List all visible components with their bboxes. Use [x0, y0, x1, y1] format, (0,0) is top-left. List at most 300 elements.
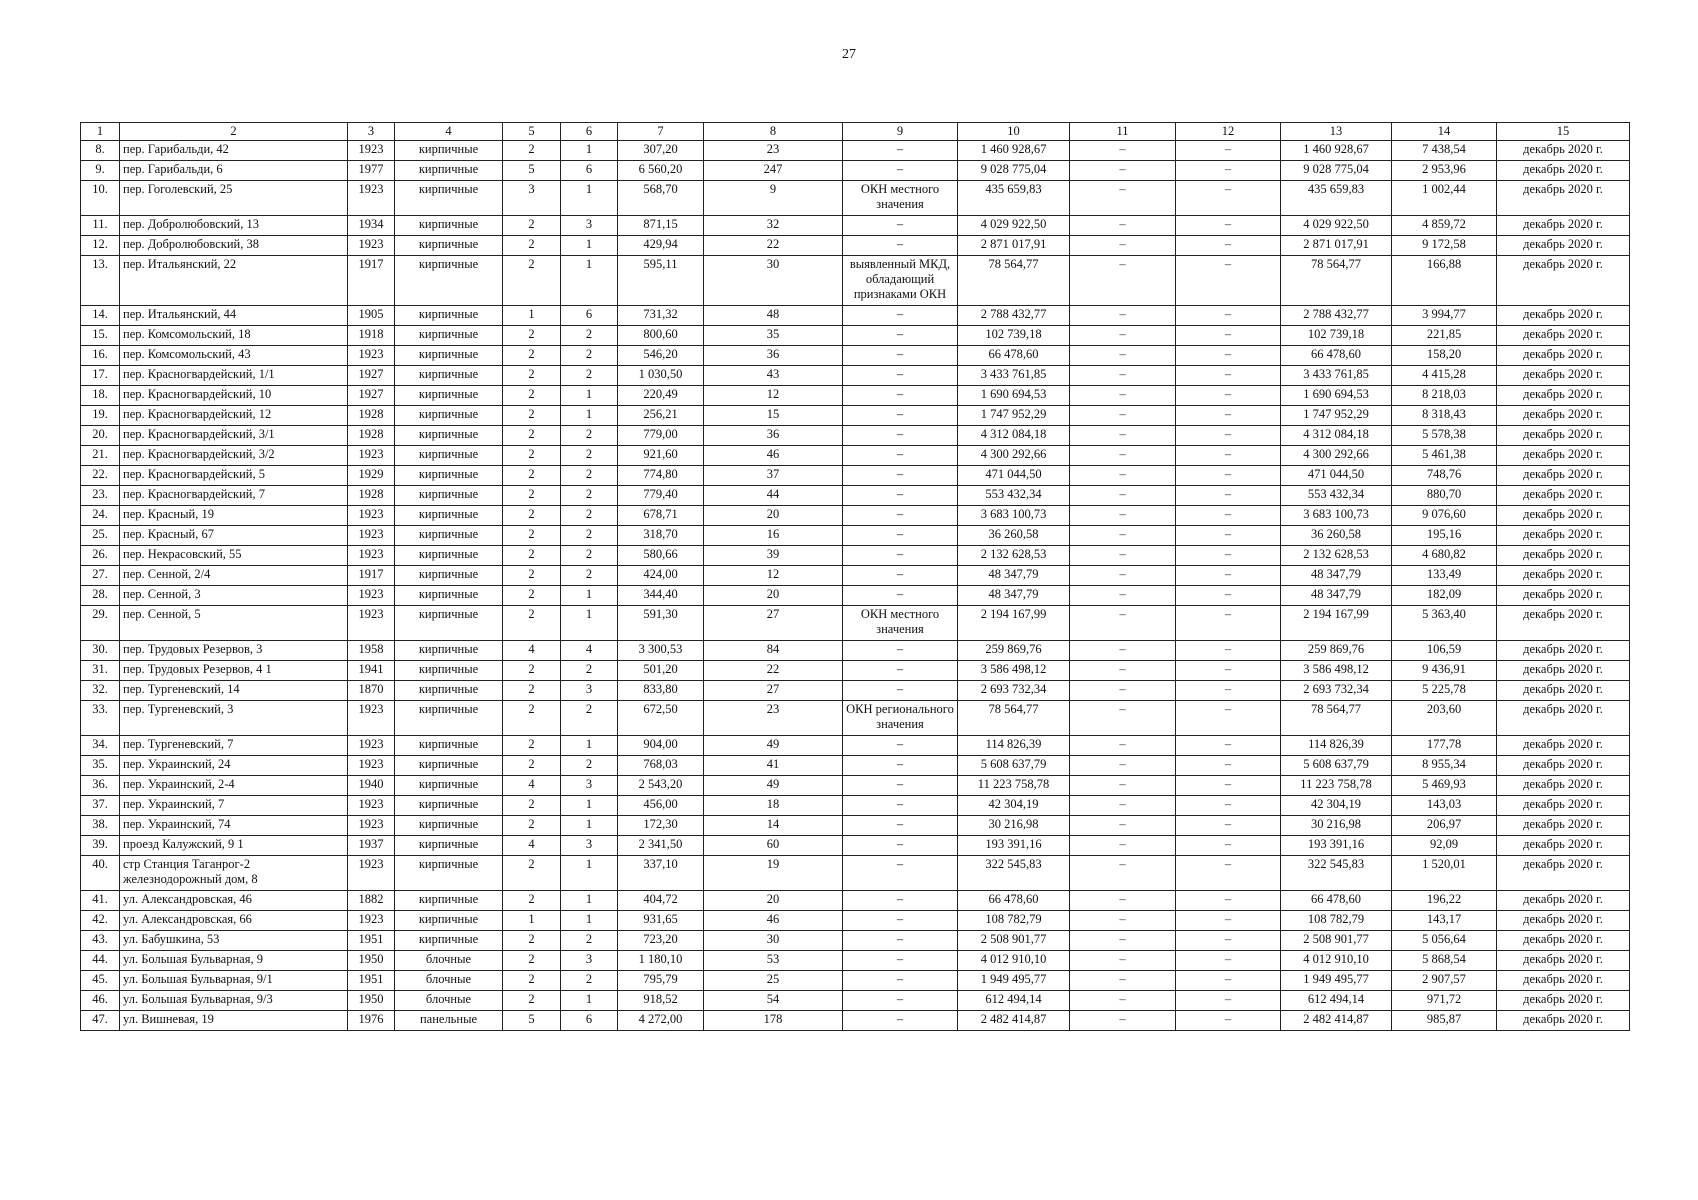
- area-cell: 2 543,20: [618, 776, 704, 796]
- residents-count-cell: 32: [704, 216, 843, 236]
- entrances-count-cell: 2: [561, 346, 618, 366]
- address-cell: ул. Большая Бульварная, 9/3: [120, 991, 348, 1011]
- cost-col-12-cell: –: [1176, 486, 1281, 506]
- area-cell: 779,40: [618, 486, 704, 506]
- cost-col-13-cell: 4 012 910,10: [1281, 951, 1392, 971]
- cost-per-sqm-cell: 195,16: [1392, 526, 1497, 546]
- cost-col-12-cell: –: [1176, 836, 1281, 856]
- cost-per-sqm-cell: 5 363,40: [1392, 606, 1497, 641]
- area-cell: 779,00: [618, 426, 704, 446]
- completion-date-cell: декабрь 2020 г.: [1497, 566, 1630, 586]
- wall-material-cell: кирпичные: [395, 586, 503, 606]
- entrances-count-cell: 1: [561, 911, 618, 931]
- cost-col-12-cell: –: [1176, 506, 1281, 526]
- cost-col-11-cell: –: [1070, 796, 1176, 816]
- wall-material-cell: кирпичные: [395, 681, 503, 701]
- year-built-cell: 1927: [348, 386, 395, 406]
- area-cell: 429,94: [618, 236, 704, 256]
- cost-per-sqm-cell: 133,49: [1392, 566, 1497, 586]
- floors-count-cell: 2: [503, 506, 561, 526]
- address-cell: пер. Украинский, 2-4: [120, 776, 348, 796]
- residents-count-cell: 27: [704, 606, 843, 641]
- wall-material-cell: блочные: [395, 971, 503, 991]
- total-cost-cell: 1 949 495,77: [958, 971, 1070, 991]
- cost-col-13-cell: 2 788 432,77: [1281, 306, 1392, 326]
- entrances-count-cell: 1: [561, 141, 618, 161]
- cost-col-13-cell: 2 693 732,34: [1281, 681, 1392, 701]
- address-cell: пер. Красногвардейский, 1/1: [120, 366, 348, 386]
- residents-count-cell: 30: [704, 931, 843, 951]
- address-cell: пер. Гоголевский, 25: [120, 181, 348, 216]
- wall-material-cell: кирпичные: [395, 386, 503, 406]
- row-number-cell: 36.: [81, 776, 120, 796]
- table-row: [81, 466, 1630, 486]
- cost-per-sqm-cell: 182,09: [1392, 586, 1497, 606]
- completion-date-cell: декабрь 2020 г.: [1497, 446, 1630, 466]
- column-number-2: 2: [120, 123, 348, 141]
- wall-material-cell: кирпичные: [395, 346, 503, 366]
- cost-col-11-cell: –: [1070, 326, 1176, 346]
- entrances-count-cell: 1: [561, 796, 618, 816]
- entrances-count-cell: 2: [561, 756, 618, 776]
- cost-col-12-cell: –: [1176, 406, 1281, 426]
- address-cell: пер. Тургеневский, 7: [120, 736, 348, 756]
- residents-count-cell: 37: [704, 466, 843, 486]
- residents-count-cell: 36: [704, 346, 843, 366]
- cost-col-12-cell: –: [1176, 991, 1281, 1011]
- total-cost-cell: 4 012 910,10: [958, 951, 1070, 971]
- cost-per-sqm-cell: 4 415,28: [1392, 366, 1497, 386]
- completion-date-cell: декабрь 2020 г.: [1497, 661, 1630, 681]
- cost-col-12-cell: –: [1176, 856, 1281, 891]
- area-cell: 256,21: [618, 406, 704, 426]
- entrances-count-cell: 3: [561, 951, 618, 971]
- row-number-cell: 26.: [81, 546, 120, 566]
- cost-per-sqm-cell: 7 438,54: [1392, 141, 1497, 161]
- heritage-status-cell: –: [843, 426, 958, 446]
- area-cell: 501,20: [618, 661, 704, 681]
- heritage-status-cell: –: [843, 776, 958, 796]
- wall-material-cell: кирпичные: [395, 216, 503, 236]
- total-cost-cell: 612 494,14: [958, 991, 1070, 1011]
- completion-date-cell: декабрь 2020 г.: [1497, 426, 1630, 446]
- entrances-count-cell: 2: [561, 931, 618, 951]
- completion-date-cell: декабрь 2020 г.: [1497, 991, 1630, 1011]
- column-number-1: 1: [81, 123, 120, 141]
- entrances-count-cell: 1: [561, 256, 618, 306]
- entrances-count-cell: 3: [561, 216, 618, 236]
- completion-date-cell: декабрь 2020 г.: [1497, 856, 1630, 891]
- cost-col-12-cell: –: [1176, 951, 1281, 971]
- cost-col-12-cell: –: [1176, 911, 1281, 931]
- year-built-cell: 1923: [348, 446, 395, 466]
- residents-count-cell: 20: [704, 506, 843, 526]
- row-number-cell: 37.: [81, 796, 120, 816]
- total-cost-cell: 48 347,79: [958, 586, 1070, 606]
- area-cell: 344,40: [618, 586, 704, 606]
- entrances-count-cell: 2: [561, 466, 618, 486]
- completion-date-cell: декабрь 2020 г.: [1497, 326, 1630, 346]
- total-cost-cell: 4 300 292,66: [958, 446, 1070, 466]
- wall-material-cell: кирпичные: [395, 181, 503, 216]
- completion-date-cell: декабрь 2020 г.: [1497, 796, 1630, 816]
- floors-count-cell: 2: [503, 366, 561, 386]
- floors-count-cell: 2: [503, 526, 561, 546]
- area-cell: 404,72: [618, 891, 704, 911]
- year-built-cell: 1950: [348, 951, 395, 971]
- residents-count-cell: 20: [704, 891, 843, 911]
- table-row: [81, 141, 1630, 161]
- wall-material-cell: кирпичные: [395, 161, 503, 181]
- wall-material-cell: кирпичные: [395, 796, 503, 816]
- cost-col-12-cell: –: [1176, 161, 1281, 181]
- address-cell: пер. Красногвардейский, 7: [120, 486, 348, 506]
- address-cell: пер. Добролюбовский, 13: [120, 216, 348, 236]
- completion-date-cell: декабрь 2020 г.: [1497, 736, 1630, 756]
- cost-col-11-cell: –: [1070, 951, 1176, 971]
- completion-date-cell: декабрь 2020 г.: [1497, 951, 1630, 971]
- floors-count-cell: 2: [503, 701, 561, 736]
- wall-material-cell: кирпичные: [395, 486, 503, 506]
- entrances-count-cell: 1: [561, 991, 618, 1011]
- floors-count-cell: 2: [503, 931, 561, 951]
- cost-per-sqm-cell: 92,09: [1392, 836, 1497, 856]
- residents-count-cell: 12: [704, 386, 843, 406]
- entrances-count-cell: 2: [561, 526, 618, 546]
- cost-per-sqm-cell: 166,88: [1392, 256, 1497, 306]
- area-cell: 833,80: [618, 681, 704, 701]
- cost-col-11-cell: –: [1070, 856, 1176, 891]
- row-number-cell: 38.: [81, 816, 120, 836]
- cost-col-13-cell: 66 478,60: [1281, 891, 1392, 911]
- wall-material-cell: кирпичные: [395, 836, 503, 856]
- heritage-status-cell: –: [843, 971, 958, 991]
- heritage-status-cell: –: [843, 661, 958, 681]
- wall-material-cell: кирпичные: [395, 141, 503, 161]
- floors-count-cell: 4: [503, 641, 561, 661]
- cost-per-sqm-cell: 8 218,03: [1392, 386, 1497, 406]
- heritage-status-cell: –: [843, 951, 958, 971]
- completion-date-cell: декабрь 2020 г.: [1497, 836, 1630, 856]
- area-cell: 871,15: [618, 216, 704, 236]
- heritage-status-cell: –: [843, 216, 958, 236]
- floors-count-cell: 4: [503, 836, 561, 856]
- row-number-cell: 30.: [81, 641, 120, 661]
- completion-date-cell: декабрь 2020 г.: [1497, 506, 1630, 526]
- completion-date-cell: декабрь 2020 г.: [1497, 236, 1630, 256]
- floors-count-cell: 2: [503, 586, 561, 606]
- cost-per-sqm-cell: 158,20: [1392, 346, 1497, 366]
- year-built-cell: 1923: [348, 546, 395, 566]
- row-number-cell: 15.: [81, 326, 120, 346]
- year-built-cell: 1923: [348, 701, 395, 736]
- entrances-count-cell: 1: [561, 586, 618, 606]
- entrances-count-cell: 1: [561, 606, 618, 641]
- cost-per-sqm-cell: 971,72: [1392, 991, 1497, 1011]
- cost-col-12-cell: –: [1176, 681, 1281, 701]
- year-built-cell: 1923: [348, 606, 395, 641]
- cost-per-sqm-cell: 1 002,44: [1392, 181, 1497, 216]
- address-cell: пер. Красногвардейский, 5: [120, 466, 348, 486]
- wall-material-cell: кирпичные: [395, 661, 503, 681]
- floors-count-cell: 2: [503, 386, 561, 406]
- table-row: [81, 181, 1630, 216]
- completion-date-cell: декабрь 2020 г.: [1497, 486, 1630, 506]
- residents-count-cell: 49: [704, 776, 843, 796]
- year-built-cell: 1951: [348, 931, 395, 951]
- year-built-cell: 1927: [348, 366, 395, 386]
- completion-date-cell: декабрь 2020 г.: [1497, 346, 1630, 366]
- total-cost-cell: 2 508 901,77: [958, 931, 1070, 951]
- completion-date-cell: декабрь 2020 г.: [1497, 1011, 1630, 1031]
- area-cell: 2 341,50: [618, 836, 704, 856]
- heritage-status-cell: –: [843, 991, 958, 1011]
- cost-col-12-cell: –: [1176, 141, 1281, 161]
- address-cell: пер. Сенной, 2/4: [120, 566, 348, 586]
- row-number-cell: 33.: [81, 701, 120, 736]
- completion-date-cell: декабрь 2020 г.: [1497, 546, 1630, 566]
- heritage-status-cell: –: [843, 466, 958, 486]
- completion-date-cell: декабрь 2020 г.: [1497, 776, 1630, 796]
- heritage-status-cell: –: [843, 306, 958, 326]
- column-number-5: 5: [503, 123, 561, 141]
- year-built-cell: 1977: [348, 161, 395, 181]
- cost-col-11-cell: –: [1070, 566, 1176, 586]
- year-built-cell: 1928: [348, 486, 395, 506]
- address-cell: пер. Гарибальди, 6: [120, 161, 348, 181]
- wall-material-cell: кирпичные: [395, 366, 503, 386]
- entrances-count-cell: 1: [561, 181, 618, 216]
- cost-col-12-cell: –: [1176, 776, 1281, 796]
- cost-per-sqm-cell: 177,78: [1392, 736, 1497, 756]
- floors-count-cell: 2: [503, 991, 561, 1011]
- cost-col-13-cell: 2 871 017,91: [1281, 236, 1392, 256]
- completion-date-cell: декабрь 2020 г.: [1497, 816, 1630, 836]
- area-cell: 921,60: [618, 446, 704, 466]
- cost-col-12-cell: –: [1176, 216, 1281, 236]
- year-built-cell: 1934: [348, 216, 395, 236]
- column-number-8: 8: [704, 123, 843, 141]
- residents-count-cell: 39: [704, 546, 843, 566]
- floors-count-cell: 2: [503, 546, 561, 566]
- residents-count-cell: 178: [704, 1011, 843, 1031]
- address-cell: пер. Итальянский, 22: [120, 256, 348, 306]
- row-number-cell: 14.: [81, 306, 120, 326]
- year-built-cell: 1937: [348, 836, 395, 856]
- cost-col-13-cell: 5 608 637,79: [1281, 756, 1392, 776]
- entrances-count-cell: 2: [561, 546, 618, 566]
- total-cost-cell: 471 044,50: [958, 466, 1070, 486]
- table-row: [81, 506, 1630, 526]
- row-number-cell: 16.: [81, 346, 120, 366]
- row-number-cell: 8.: [81, 141, 120, 161]
- row-number-cell: 12.: [81, 236, 120, 256]
- cost-col-13-cell: 2 194 167,99: [1281, 606, 1392, 641]
- floors-count-cell: 2: [503, 951, 561, 971]
- year-built-cell: 1923: [348, 756, 395, 776]
- cost-col-12-cell: –: [1176, 466, 1281, 486]
- cost-per-sqm-cell: 5 225,78: [1392, 681, 1497, 701]
- heritage-status-cell: –: [843, 816, 958, 836]
- cost-col-11-cell: –: [1070, 346, 1176, 366]
- year-built-cell: 1917: [348, 566, 395, 586]
- residents-count-cell: 247: [704, 161, 843, 181]
- completion-date-cell: декабрь 2020 г.: [1497, 216, 1630, 236]
- address-cell: ул. Большая Бульварная, 9: [120, 951, 348, 971]
- cost-col-11-cell: –: [1070, 816, 1176, 836]
- cost-per-sqm-cell: 9 076,60: [1392, 506, 1497, 526]
- column-number-row: [81, 123, 1630, 141]
- entrances-count-cell: 1: [561, 736, 618, 756]
- wall-material-cell: кирпичные: [395, 506, 503, 526]
- area-cell: 723,20: [618, 931, 704, 951]
- entrances-count-cell: 2: [561, 566, 618, 586]
- row-number-cell: 41.: [81, 891, 120, 911]
- address-cell: ул. Большая Бульварная, 9/1: [120, 971, 348, 991]
- address-cell: пер. Красногвардейский, 10: [120, 386, 348, 406]
- area-cell: 774,80: [618, 466, 704, 486]
- total-cost-cell: 259 869,76: [958, 641, 1070, 661]
- table-row: [81, 641, 1630, 661]
- address-cell: пер. Тургеневский, 3: [120, 701, 348, 736]
- total-cost-cell: 435 659,83: [958, 181, 1070, 216]
- table-row: [81, 586, 1630, 606]
- table-body: [81, 141, 1630, 1031]
- cost-col-13-cell: 1 949 495,77: [1281, 971, 1392, 991]
- area-cell: 546,20: [618, 346, 704, 366]
- total-cost-cell: 2 788 432,77: [958, 306, 1070, 326]
- floors-count-cell: 2: [503, 326, 561, 346]
- column-number-7: 7: [618, 123, 704, 141]
- table-row: [81, 161, 1630, 181]
- cost-col-13-cell: 2 132 628,53: [1281, 546, 1392, 566]
- cost-col-11-cell: –: [1070, 661, 1176, 681]
- cost-col-12-cell: –: [1176, 306, 1281, 326]
- year-built-cell: 1951: [348, 971, 395, 991]
- cost-col-11-cell: –: [1070, 586, 1176, 606]
- wall-material-cell: кирпичные: [395, 816, 503, 836]
- residents-count-cell: 19: [704, 856, 843, 891]
- cost-per-sqm-cell: 3 994,77: [1392, 306, 1497, 326]
- row-number-cell: 10.: [81, 181, 120, 216]
- cost-col-11-cell: –: [1070, 891, 1176, 911]
- table-row: [81, 931, 1630, 951]
- cost-col-13-cell: 553 432,34: [1281, 486, 1392, 506]
- cost-col-11-cell: –: [1070, 756, 1176, 776]
- floors-count-cell: 2: [503, 141, 561, 161]
- cost-col-11-cell: –: [1070, 141, 1176, 161]
- row-number-cell: 47.: [81, 1011, 120, 1031]
- cost-col-13-cell: 612 494,14: [1281, 991, 1392, 1011]
- year-built-cell: 1923: [348, 346, 395, 366]
- completion-date-cell: декабрь 2020 г.: [1497, 161, 1630, 181]
- entrances-count-cell: 1: [561, 891, 618, 911]
- table-row: [81, 486, 1630, 506]
- cost-col-11-cell: –: [1070, 1011, 1176, 1031]
- cost-col-11-cell: –: [1070, 736, 1176, 756]
- table-row: [81, 366, 1630, 386]
- cost-per-sqm-cell: 9 436,91: [1392, 661, 1497, 681]
- entrances-count-cell: 6: [561, 1011, 618, 1031]
- table-row: [81, 951, 1630, 971]
- wall-material-cell: кирпичные: [395, 526, 503, 546]
- heritage-status-cell: –: [843, 486, 958, 506]
- area-cell: 1 030,50: [618, 366, 704, 386]
- cost-col-13-cell: 36 260,58: [1281, 526, 1392, 546]
- cost-col-12-cell: –: [1176, 891, 1281, 911]
- wall-material-cell: кирпичные: [395, 446, 503, 466]
- address-cell: пер. Украинский, 24: [120, 756, 348, 776]
- address-cell: пер. Трудовых Резервов, 3: [120, 641, 348, 661]
- floors-count-cell: 2: [503, 891, 561, 911]
- completion-date-cell: декабрь 2020 г.: [1497, 586, 1630, 606]
- wall-material-cell: кирпичные: [395, 256, 503, 306]
- cost-per-sqm-cell: 1 520,01: [1392, 856, 1497, 891]
- area-cell: 678,71: [618, 506, 704, 526]
- total-cost-cell: 1 690 694,53: [958, 386, 1070, 406]
- wall-material-cell: кирпичные: [395, 566, 503, 586]
- cost-col-11-cell: –: [1070, 546, 1176, 566]
- heritage-status-cell: –: [843, 141, 958, 161]
- table-row: [81, 856, 1630, 891]
- row-number-cell: 45.: [81, 971, 120, 991]
- cost-col-11-cell: –: [1070, 641, 1176, 661]
- row-number-cell: 11.: [81, 216, 120, 236]
- area-cell: 456,00: [618, 796, 704, 816]
- cost-col-12-cell: –: [1176, 236, 1281, 256]
- cost-col-13-cell: 78 564,77: [1281, 701, 1392, 736]
- area-cell: 6 560,20: [618, 161, 704, 181]
- residents-count-cell: 54: [704, 991, 843, 1011]
- total-cost-cell: 4 029 922,50: [958, 216, 1070, 236]
- cost-col-11-cell: –: [1070, 931, 1176, 951]
- floors-count-cell: 2: [503, 816, 561, 836]
- cost-col-12-cell: –: [1176, 181, 1281, 216]
- table-row: [81, 991, 1630, 1011]
- cost-col-13-cell: 471 044,50: [1281, 466, 1392, 486]
- completion-date-cell: декабрь 2020 г.: [1497, 181, 1630, 216]
- cost-col-11-cell: –: [1070, 406, 1176, 426]
- heritage-status-cell: –: [843, 161, 958, 181]
- cost-col-11-cell: –: [1070, 466, 1176, 486]
- area-cell: 3 300,53: [618, 641, 704, 661]
- row-number-cell: 22.: [81, 466, 120, 486]
- total-cost-cell: 66 478,60: [958, 891, 1070, 911]
- residents-count-cell: 23: [704, 141, 843, 161]
- floors-count-cell: 4: [503, 776, 561, 796]
- heritage-status-cell: –: [843, 526, 958, 546]
- cost-per-sqm-cell: 221,85: [1392, 326, 1497, 346]
- table-row: [81, 236, 1630, 256]
- year-built-cell: 1923: [348, 526, 395, 546]
- cost-col-13-cell: 30 216,98: [1281, 816, 1392, 836]
- total-cost-cell: 48 347,79: [958, 566, 1070, 586]
- wall-material-cell: кирпичные: [395, 931, 503, 951]
- residents-count-cell: 44: [704, 486, 843, 506]
- heritage-status-cell: –: [843, 1011, 958, 1031]
- residents-count-cell: 23: [704, 701, 843, 736]
- floors-count-cell: 2: [503, 486, 561, 506]
- entrances-count-cell: 3: [561, 681, 618, 701]
- entrances-count-cell: 2: [561, 506, 618, 526]
- total-cost-cell: 553 432,34: [958, 486, 1070, 506]
- floors-count-cell: 2: [503, 736, 561, 756]
- wall-material-cell: кирпичные: [395, 776, 503, 796]
- cost-per-sqm-cell: 206,97: [1392, 816, 1497, 836]
- entrances-count-cell: 1: [561, 406, 618, 426]
- cost-per-sqm-cell: 8 318,43: [1392, 406, 1497, 426]
- cost-col-13-cell: 108 782,79: [1281, 911, 1392, 931]
